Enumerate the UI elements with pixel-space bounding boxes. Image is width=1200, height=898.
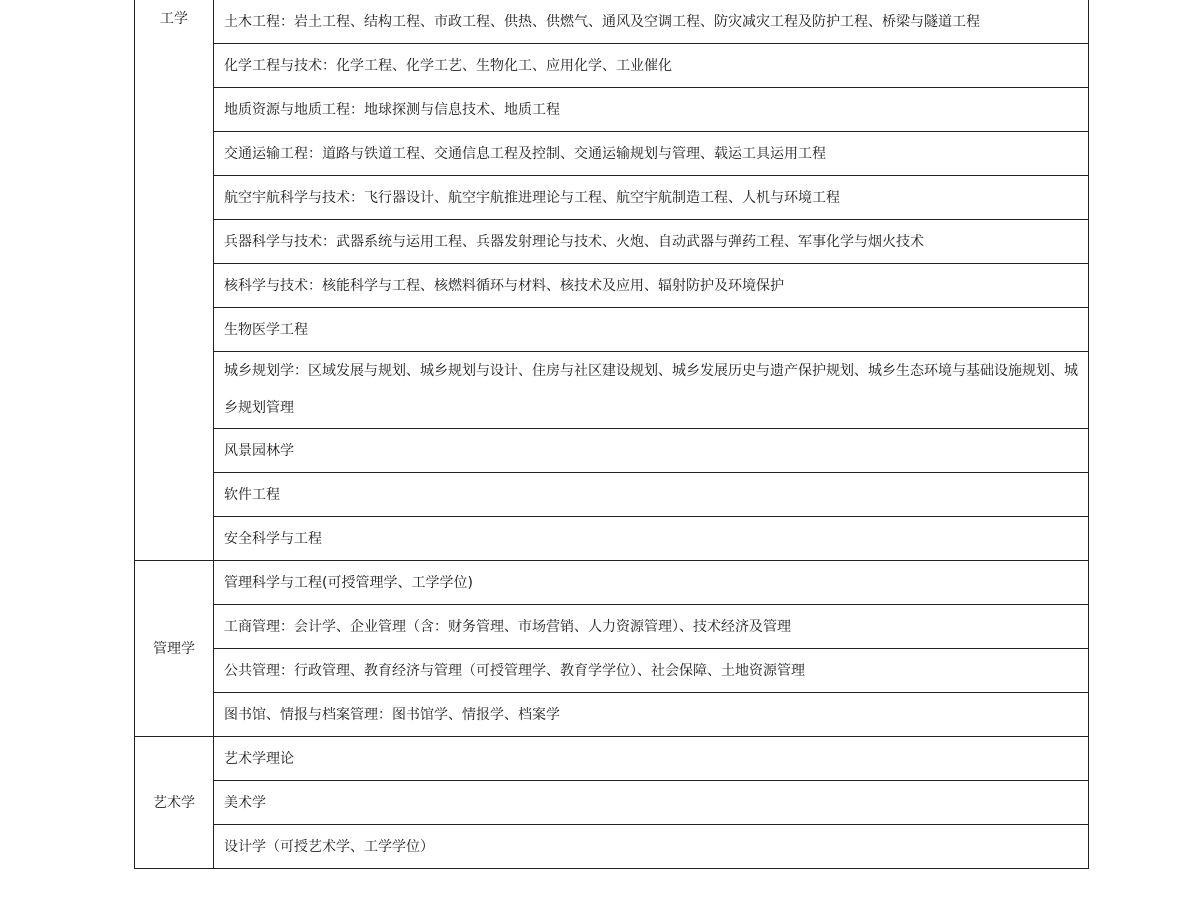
table-row (135, 220, 1089, 264)
table-row (135, 649, 1089, 693)
discipline-item (214, 605, 1089, 649)
discipline-item (214, 649, 1089, 693)
discipline-text: 软件工程 (224, 486, 280, 503)
discipline-text: 生物医学工程 (224, 321, 308, 338)
discipline-table (134, 0, 1089, 869)
discipline-item (214, 737, 1089, 781)
table-row (135, 561, 1089, 605)
table-row (135, 308, 1089, 352)
discipline-item (214, 220, 1089, 264)
discipline-text: 艺术学理论 (224, 750, 294, 767)
category-name: 工学 (160, 11, 188, 27)
discipline-text: 安全科学与工程 (224, 530, 322, 547)
discipline-text: 管理科学与工程(可授管理学、工学学位) (224, 574, 473, 591)
table-row (135, 0, 1089, 44)
table-row (135, 176, 1089, 220)
discipline-item (214, 825, 1089, 869)
discipline-item (214, 308, 1089, 352)
discipline-item (214, 0, 1089, 44)
discipline-item (214, 44, 1089, 88)
discipline-item (214, 473, 1089, 517)
table-row (135, 264, 1089, 308)
table-row (135, 781, 1089, 825)
table-row (135, 352, 1089, 429)
discipline-item (214, 517, 1089, 561)
discipline-text: 兵器科学与技术：武器系统与运用工程、兵器发射理论与技术、火炮、自动武器与弹药工程、军事化学与烟火技术 (224, 233, 924, 250)
discipline-text: 风景园林学 (224, 442, 294, 459)
discipline-text: 图书馆、情报与档案管理：图书馆学、情报学、档案学 (224, 706, 560, 723)
discipline-text: 航空宇航科学与技术：飞行器设计、航空宇航推进理论与工程、航空宇航制造工程、人机与环境工程 (224, 189, 840, 206)
table-row (135, 132, 1089, 176)
discipline-text: 化学工程与技术：化学工程、化学工艺、生物化工、应用化学、工业催化 (224, 57, 672, 74)
table-row (135, 44, 1089, 88)
table-row (135, 737, 1089, 781)
discipline-text: 城乡规划学：区域发展与规划、城乡规划与设计、住房与社区建设规划、城乡发展历史与遗产保护规划、城乡生态环境与基础设施规划、城乡规划管理 (224, 363, 1078, 416)
table-row (135, 88, 1089, 132)
discipline-item (214, 693, 1089, 737)
discipline-text: 地质资源与地质工程：地球探测与信息技术、地质工程 (224, 101, 560, 118)
table-row (135, 825, 1089, 869)
category-cell (135, 561, 214, 737)
discipline-text: 土木工程：岩土工程、结构工程、市政工程、供热、供燃气、通风及空调工程、防灾减灾工程及防护工程、桥梁与隧道工程 (224, 13, 980, 30)
discipline-text: 设计学（可授艺术学、工学学位） (224, 838, 434, 855)
discipline-text: 交通运输工程：道路与铁道工程、交通信息工程及控制、交通运输规划与管理、载运工具运用工程 (224, 145, 826, 162)
discipline-item (214, 176, 1089, 220)
table-row (135, 473, 1089, 517)
table-row (135, 517, 1089, 561)
discipline-item (214, 352, 1089, 429)
discipline-item (214, 429, 1089, 473)
category-cell (135, 737, 214, 869)
discipline-text: 工商管理：会计学、企业管理（含：财务管理、市场营销、人力资源管理）、技术经济及管理 (224, 618, 791, 635)
category-name: 艺术学 (153, 794, 195, 811)
discipline-text: 公共管理：行政管理、教育经济与管理（可授管理学、教育学学位）、社会保障、土地资源管理 (224, 662, 805, 679)
table-row (135, 693, 1089, 737)
table-row (135, 429, 1089, 473)
discipline-item (214, 132, 1089, 176)
category-name: 管理学 (153, 640, 195, 657)
table-row (135, 605, 1089, 649)
discipline-text: 核科学与技术：核能科学与工程、核燃料循环与材料、核技术及应用、辐射防护及环境保护 (224, 277, 784, 294)
discipline-text: 美术学 (224, 794, 266, 811)
discipline-item (214, 264, 1089, 308)
discipline-item (214, 561, 1089, 605)
discipline-item (214, 88, 1089, 132)
discipline-item (214, 781, 1089, 825)
category-cell (135, 0, 214, 561)
